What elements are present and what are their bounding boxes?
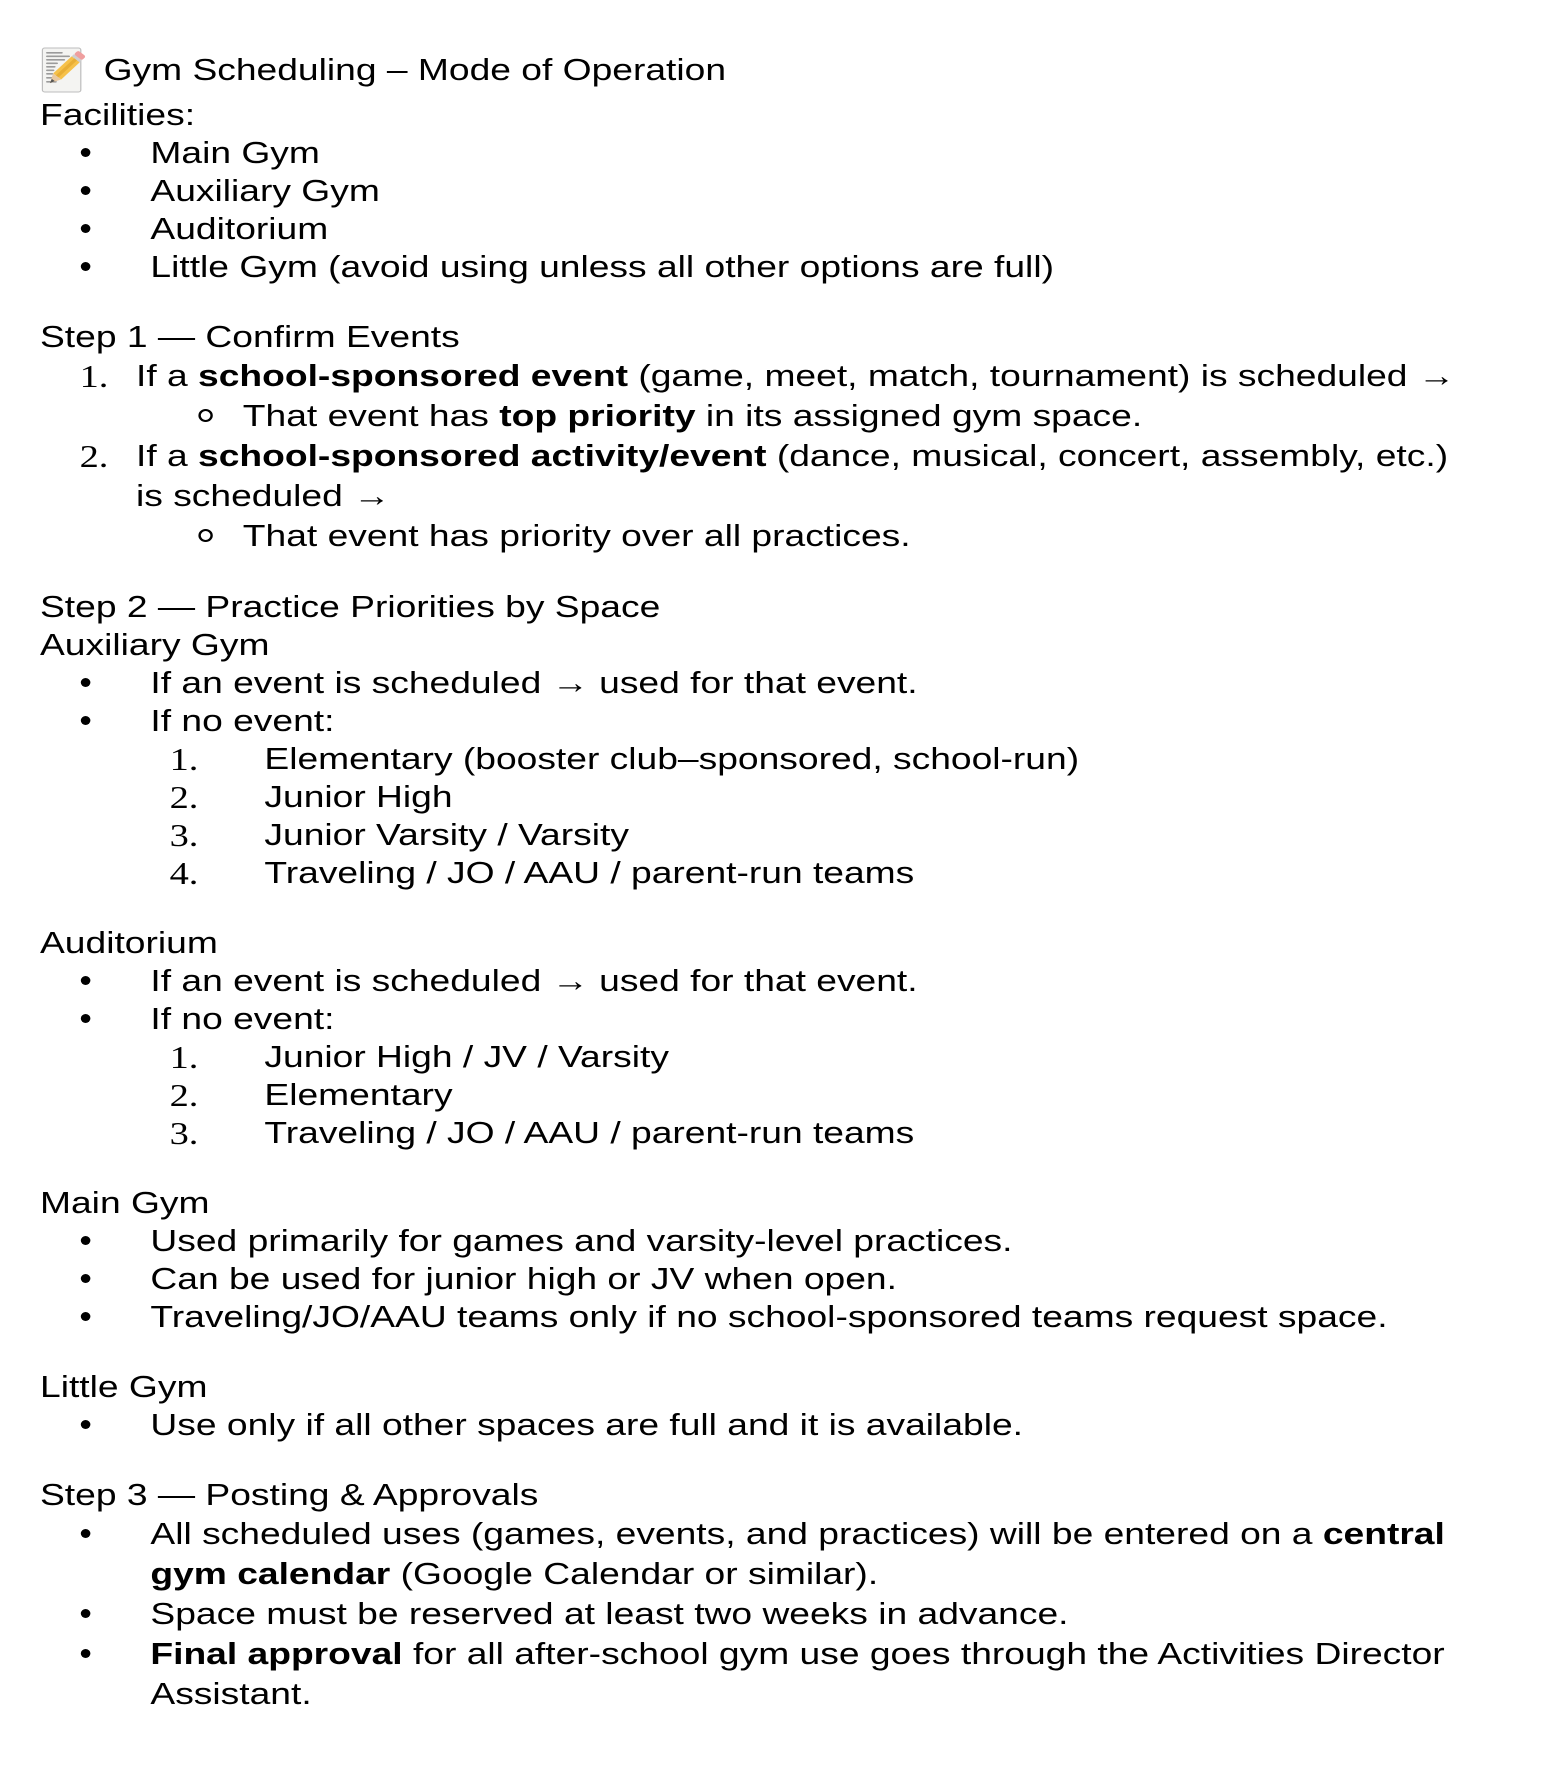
- list-number: 1.: [169, 1039, 199, 1075]
- auxiliary-priority-3: [40, 816, 1474, 854]
- text-run-group: [150, 1516, 1444, 1591]
- step-1-item-2: [40, 436, 1474, 516]
- main-gym-rule-1: [40, 1222, 1474, 1260]
- text-run-group: [264, 779, 452, 814]
- bullet-icon: [81, 976, 91, 985]
- text-run-group: [40, 1369, 207, 1404]
- main-gym-rule-3: [40, 1298, 1474, 1336]
- document-content: [40, 44, 1474, 1714]
- step-3-rule-2: [40, 1594, 1474, 1634]
- paragraph-spacer: [40, 1152, 1474, 1184]
- text-run-group: [40, 1185, 210, 1220]
- list-number: 2.: [79, 438, 109, 474]
- text-run: (game, meet, match, tournament) is scheduled →: [628, 358, 1456, 393]
- list-number: 1.: [169, 741, 199, 777]
- text-run-group: [40, 319, 460, 354]
- facility-auxiliary-gym: [40, 172, 1474, 210]
- auditorium-priority-1: [40, 1038, 1474, 1076]
- bullet-icon: [81, 1312, 91, 1321]
- bullet-icon: [81, 678, 91, 687]
- list-number: 3.: [169, 1115, 199, 1151]
- text-run: Auxiliary Gym: [40, 627, 270, 662]
- text-run-group: [264, 1115, 914, 1150]
- bullet-icon: [81, 262, 91, 271]
- text-run: Step 3 — Posting & Approvals: [40, 1477, 539, 1512]
- little-gym-heading: [40, 1368, 1474, 1406]
- text-run-group: [150, 1407, 1023, 1442]
- little-gym-rule-1: [40, 1406, 1474, 1444]
- bold-text-run: top priority: [499, 398, 696, 433]
- text-run-group: [150, 1299, 1387, 1334]
- bullet-icon: [81, 224, 91, 233]
- text-run-group: [243, 398, 1142, 433]
- text-run: Auxiliary Gym: [150, 173, 380, 208]
- text-run: Junior High / JV / Varsity: [264, 1039, 669, 1074]
- bold-text-run: central gym calendar: [150, 1516, 1445, 1591]
- auditorium-event-rule: [40, 962, 1474, 1000]
- auditorium-no-event-rule: [40, 1000, 1474, 1038]
- list-number: 3.: [169, 817, 199, 853]
- bullet-icon: [81, 1236, 91, 1245]
- step-2-heading: [40, 588, 1474, 626]
- auditorium-priority-3: [40, 1114, 1474, 1152]
- text-run: Traveling/JO/AAU teams only if no school-sponsored teams request space.: [150, 1299, 1388, 1334]
- auxiliary-gym-heading: [40, 626, 1474, 664]
- step-1-item-1-note: [40, 396, 1474, 436]
- text-run: Traveling / JO / AAU / parent-run teams: [264, 855, 915, 890]
- text-run: Little Gym: [40, 1369, 208, 1404]
- step-1-heading: [40, 318, 1474, 356]
- document-body: [40, 96, 1474, 1714]
- list-number: 4.: [169, 855, 199, 891]
- auxiliary-gym-event-rule: [40, 664, 1474, 702]
- text-run-group: [40, 589, 660, 624]
- bullet-icon: [81, 186, 91, 195]
- paragraph-spacer: [40, 1336, 1474, 1368]
- page-title: Gym Scheduling – Mode of Operation: [103, 52, 727, 87]
- text-run: Traveling / JO / AAU / parent-run teams: [264, 1115, 915, 1150]
- text-run-group: [40, 97, 195, 132]
- text-run: Little Gym (avoid using unless all other options are full): [150, 249, 1054, 284]
- text-run: Main Gym: [150, 135, 320, 170]
- text-run: If an event is scheduled → used for that event.: [150, 665, 918, 700]
- text-run-group: [150, 1636, 1444, 1711]
- text-run-group: [150, 249, 1054, 284]
- text-run: Elementary (booster club–sponsored, school-run): [264, 741, 1080, 776]
- list-number: 2.: [169, 1077, 199, 1113]
- text-run-group: [264, 1077, 452, 1112]
- text-run-group: [150, 211, 328, 246]
- text-run: (dance, musical, concert, assembly, etc.) is scheduled →: [136, 438, 1449, 513]
- text-run: All scheduled uses (games, events, and practices) will be entered on a: [150, 1516, 1323, 1551]
- bullet-icon: [81, 1420, 91, 1429]
- main-gym-heading: [40, 1184, 1474, 1222]
- auxiliary-priority-1: [40, 740, 1474, 778]
- text-run-group: [40, 1477, 538, 1512]
- bullet-icon: [81, 1274, 91, 1283]
- bullet-icon: [81, 148, 91, 157]
- text-run: Used primarily for games and varsity-level practices.: [150, 1223, 1013, 1258]
- text-run-group: [264, 817, 629, 852]
- text-run-group: [136, 358, 1455, 393]
- text-run-group: [150, 963, 917, 998]
- bullet-icon: [81, 716, 91, 725]
- text-run: Junior Varsity / Varsity: [264, 817, 629, 852]
- bold-text-run: school-sponsored event: [198, 358, 628, 393]
- auditorium-heading: [40, 924, 1474, 962]
- facility-little-gym: [40, 248, 1474, 286]
- auxiliary-priority-2: [40, 778, 1474, 816]
- facility-auditorium: [40, 210, 1474, 248]
- text-run-group: [40, 925, 218, 960]
- bold-text-run: school-sponsored activity/event: [198, 438, 767, 473]
- list-number: 1.: [79, 358, 109, 394]
- text-run-group: [264, 1039, 669, 1074]
- text-run: Auditorium: [40, 925, 218, 960]
- text-run: Facilities:: [40, 97, 196, 132]
- text-run: If no event:: [150, 703, 335, 738]
- step-3-rule-1: [40, 1514, 1474, 1594]
- text-run-group: [150, 703, 334, 738]
- text-run-group: [150, 135, 320, 170]
- text-run-group: [40, 627, 269, 662]
- text-run: If a: [136, 438, 199, 473]
- step-3-heading: [40, 1476, 1474, 1514]
- document-title-row: [40, 44, 1474, 96]
- paragraph-spacer: [40, 286, 1474, 318]
- text-run-group: [150, 1596, 1068, 1631]
- bullet-icon: [81, 1529, 91, 1538]
- step-1-item-2-note: [40, 516, 1474, 556]
- bullet-icon: [81, 1014, 91, 1023]
- text-run-group: [243, 518, 911, 553]
- facility-main-gym: [40, 134, 1474, 172]
- text-run: That event has: [242, 398, 500, 433]
- auditorium-priority-2: [40, 1076, 1474, 1114]
- text-run-group: [150, 1223, 1012, 1258]
- text-run: That event has priority over all practices.: [242, 518, 911, 553]
- text-run: Elementary: [264, 1077, 453, 1112]
- text-run-group: [150, 665, 917, 700]
- text-run: If a: [136, 358, 199, 393]
- text-run: for all after-school gym use goes through the Activities Director Assistant.: [150, 1636, 1445, 1711]
- text-run: If no event:: [150, 1001, 335, 1036]
- text-run: Use only if all other spaces are full and it is available.: [150, 1407, 1023, 1442]
- paragraph-spacer: [40, 892, 1474, 924]
- circle-bullet-icon: [198, 529, 212, 542]
- bullet-icon: [81, 1649, 91, 1658]
- text-run: If an event is scheduled → used for that event.: [150, 963, 918, 998]
- text-run-group: [264, 855, 914, 890]
- bold-text-run: Final approval: [150, 1636, 403, 1671]
- text-run: in its assigned gym space.: [695, 398, 1143, 433]
- text-run: Can be used for junior high or JV when open.: [150, 1261, 897, 1296]
- text-run: Step 2 — Practice Priorities by Space: [40, 589, 661, 624]
- memo-icon: [40, 47, 88, 93]
- text-run: (Google Calendar or similar).: [390, 1556, 879, 1591]
- text-run-group: [264, 741, 1079, 776]
- text-run: Step 1 — Confirm Events: [40, 319, 460, 354]
- circle-bullet-icon: [198, 409, 212, 422]
- text-run: Main Gym: [40, 1185, 210, 1220]
- text-run: Space must be reserved at least two weeks in advance.: [150, 1596, 1069, 1631]
- step-3-rule-3: [40, 1634, 1474, 1714]
- list-number: 2.: [169, 779, 199, 815]
- facilities-heading: [40, 96, 1474, 134]
- text-run-group: [136, 438, 1448, 513]
- text-run-group: [150, 173, 379, 208]
- text-run-group: [150, 1261, 897, 1296]
- bullet-icon: [81, 1609, 91, 1618]
- auxiliary-gym-no-event-rule: [40, 702, 1474, 740]
- text-run: Junior High: [264, 779, 453, 814]
- auxiliary-priority-4: [40, 854, 1474, 892]
- text-run: Auditorium: [150, 211, 329, 246]
- text-run-group: [150, 1001, 334, 1036]
- step-1-item-1: [40, 356, 1474, 396]
- main-gym-rule-2: [40, 1260, 1474, 1298]
- paragraph-spacer: [40, 1444, 1474, 1476]
- paragraph-spacer: [40, 556, 1474, 588]
